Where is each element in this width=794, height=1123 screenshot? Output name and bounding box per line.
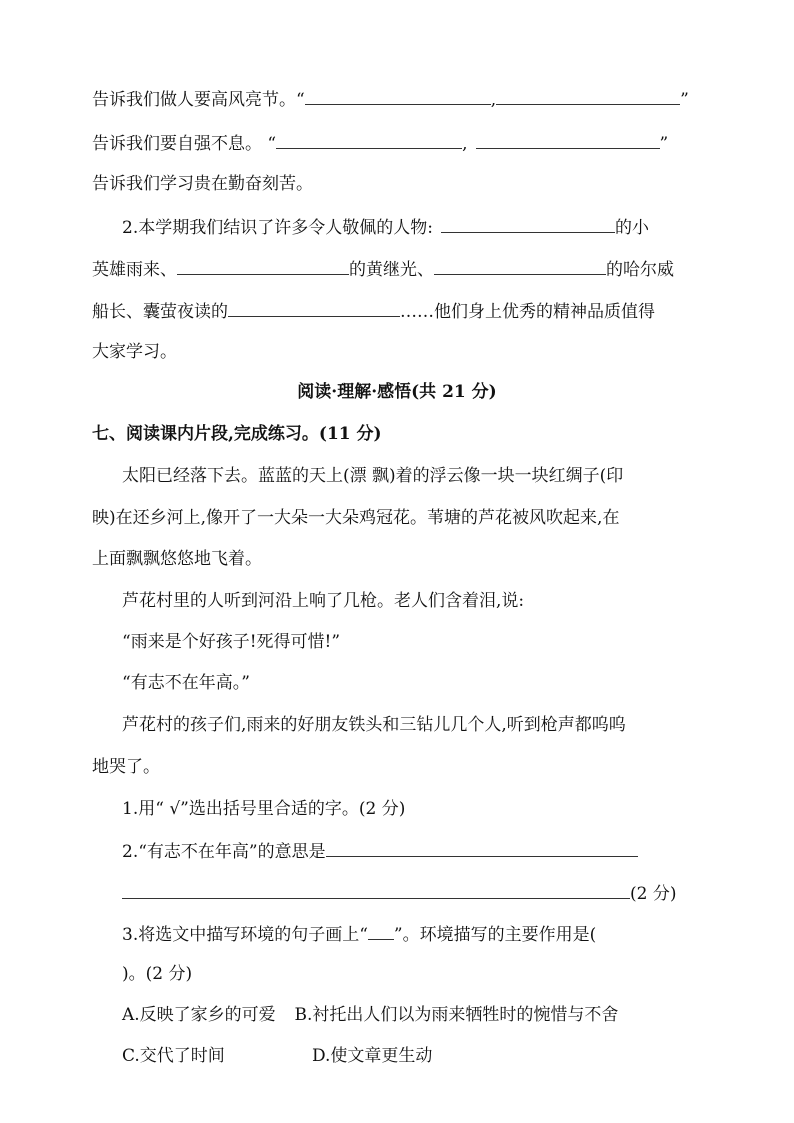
option-b[interactable]: B.衬托出人们以为雨来牺牲时的惋惜与不舍 — [294, 1005, 619, 1025]
passage-line: 上面飘飘悠悠地飞着。 — [92, 549, 262, 569]
question-2-line-4: 大家学习。 — [92, 342, 177, 362]
answer-blank[interactable] — [305, 86, 491, 105]
passage-quote: “雨来是个好孩子!死得可惜!” — [122, 632, 341, 652]
answer-blank[interactable] — [496, 86, 680, 105]
question-7-title: 七、阅读课内片段,完成练习。(11 分) — [92, 424, 382, 444]
passage-line: 太阳已经落下去。蓝蓝的天上(漂 飘)着的浮云像一块一块红绸子(印 — [122, 466, 624, 486]
question-2-line-1: 2.本学期我们结识了许多令人敬佩的人物: 的小 — [122, 214, 649, 240]
answer-blank[interactable] — [276, 130, 462, 149]
section-heading: 阅读·理解·感悟(共 21 分) — [297, 382, 497, 402]
sub-question-2: 2.“有志不在年高”的意思是 — [122, 838, 638, 864]
option-d[interactable]: D.使文章更生动 — [312, 1046, 433, 1066]
sub-question-3-line-2: )。(2 分) — [122, 964, 193, 984]
motto-line-1: 告诉我们做人要高风亮节。“ , ” — [92, 86, 689, 112]
options-row-2 — [122, 1044, 432, 1068]
passage-line: 芦花村里的人听到河沿上响了几枪。老人们含着泪,说: — [122, 591, 525, 611]
question-2-line-2: 英雄雨来、 的黄继光、 的哈尔威 — [92, 256, 674, 282]
option-a[interactable]: A.反映了家乡的可爱 — [122, 1005, 276, 1025]
answer-blank[interactable] — [177, 256, 349, 275]
question-2-line-3: 船长、囊萤夜读的 ……他们身上优秀的精神品质值得 — [92, 298, 655, 324]
options-row-1 — [122, 1003, 618, 1027]
option-c[interactable]: C.交代了时间 — [122, 1046, 225, 1066]
answer-blank[interactable] — [441, 214, 615, 233]
passage-quote: “有志不在年高。” — [122, 673, 250, 693]
motto-line-2: 告诉我们要自强不息。 “ , ” — [92, 130, 668, 156]
answer-blank[interactable] — [476, 130, 660, 149]
sub-question-2-line-2: (2 分) — [122, 880, 676, 906]
passage-line: 映)在还乡河上,像开了一大朵一大朵鸡冠花。苇塘的芦花被风吹起来,在 — [92, 508, 620, 528]
motto-line-3: 告诉我们学习贵在勤奋刻苦。 — [92, 174, 313, 194]
answer-blank[interactable] — [326, 838, 638, 857]
sub-question-1: 1.用“ √”选出括号里合适的字。(2 分) — [122, 799, 406, 819]
underline-sample — [368, 921, 394, 940]
passage-line: 地哭了。 — [92, 757, 160, 777]
answer-blank[interactable] — [228, 298, 400, 317]
answer-blank[interactable] — [122, 880, 630, 899]
answer-blank[interactable] — [434, 256, 606, 275]
sub-question-3: 3.将选文中描写环境的句子画上“ ”。环境描写的主要作用是( — [122, 921, 596, 947]
passage-line: 芦花村的孩子们,雨来的好朋友铁头和三钻儿几个人,听到枪声都呜呜 — [122, 715, 626, 735]
